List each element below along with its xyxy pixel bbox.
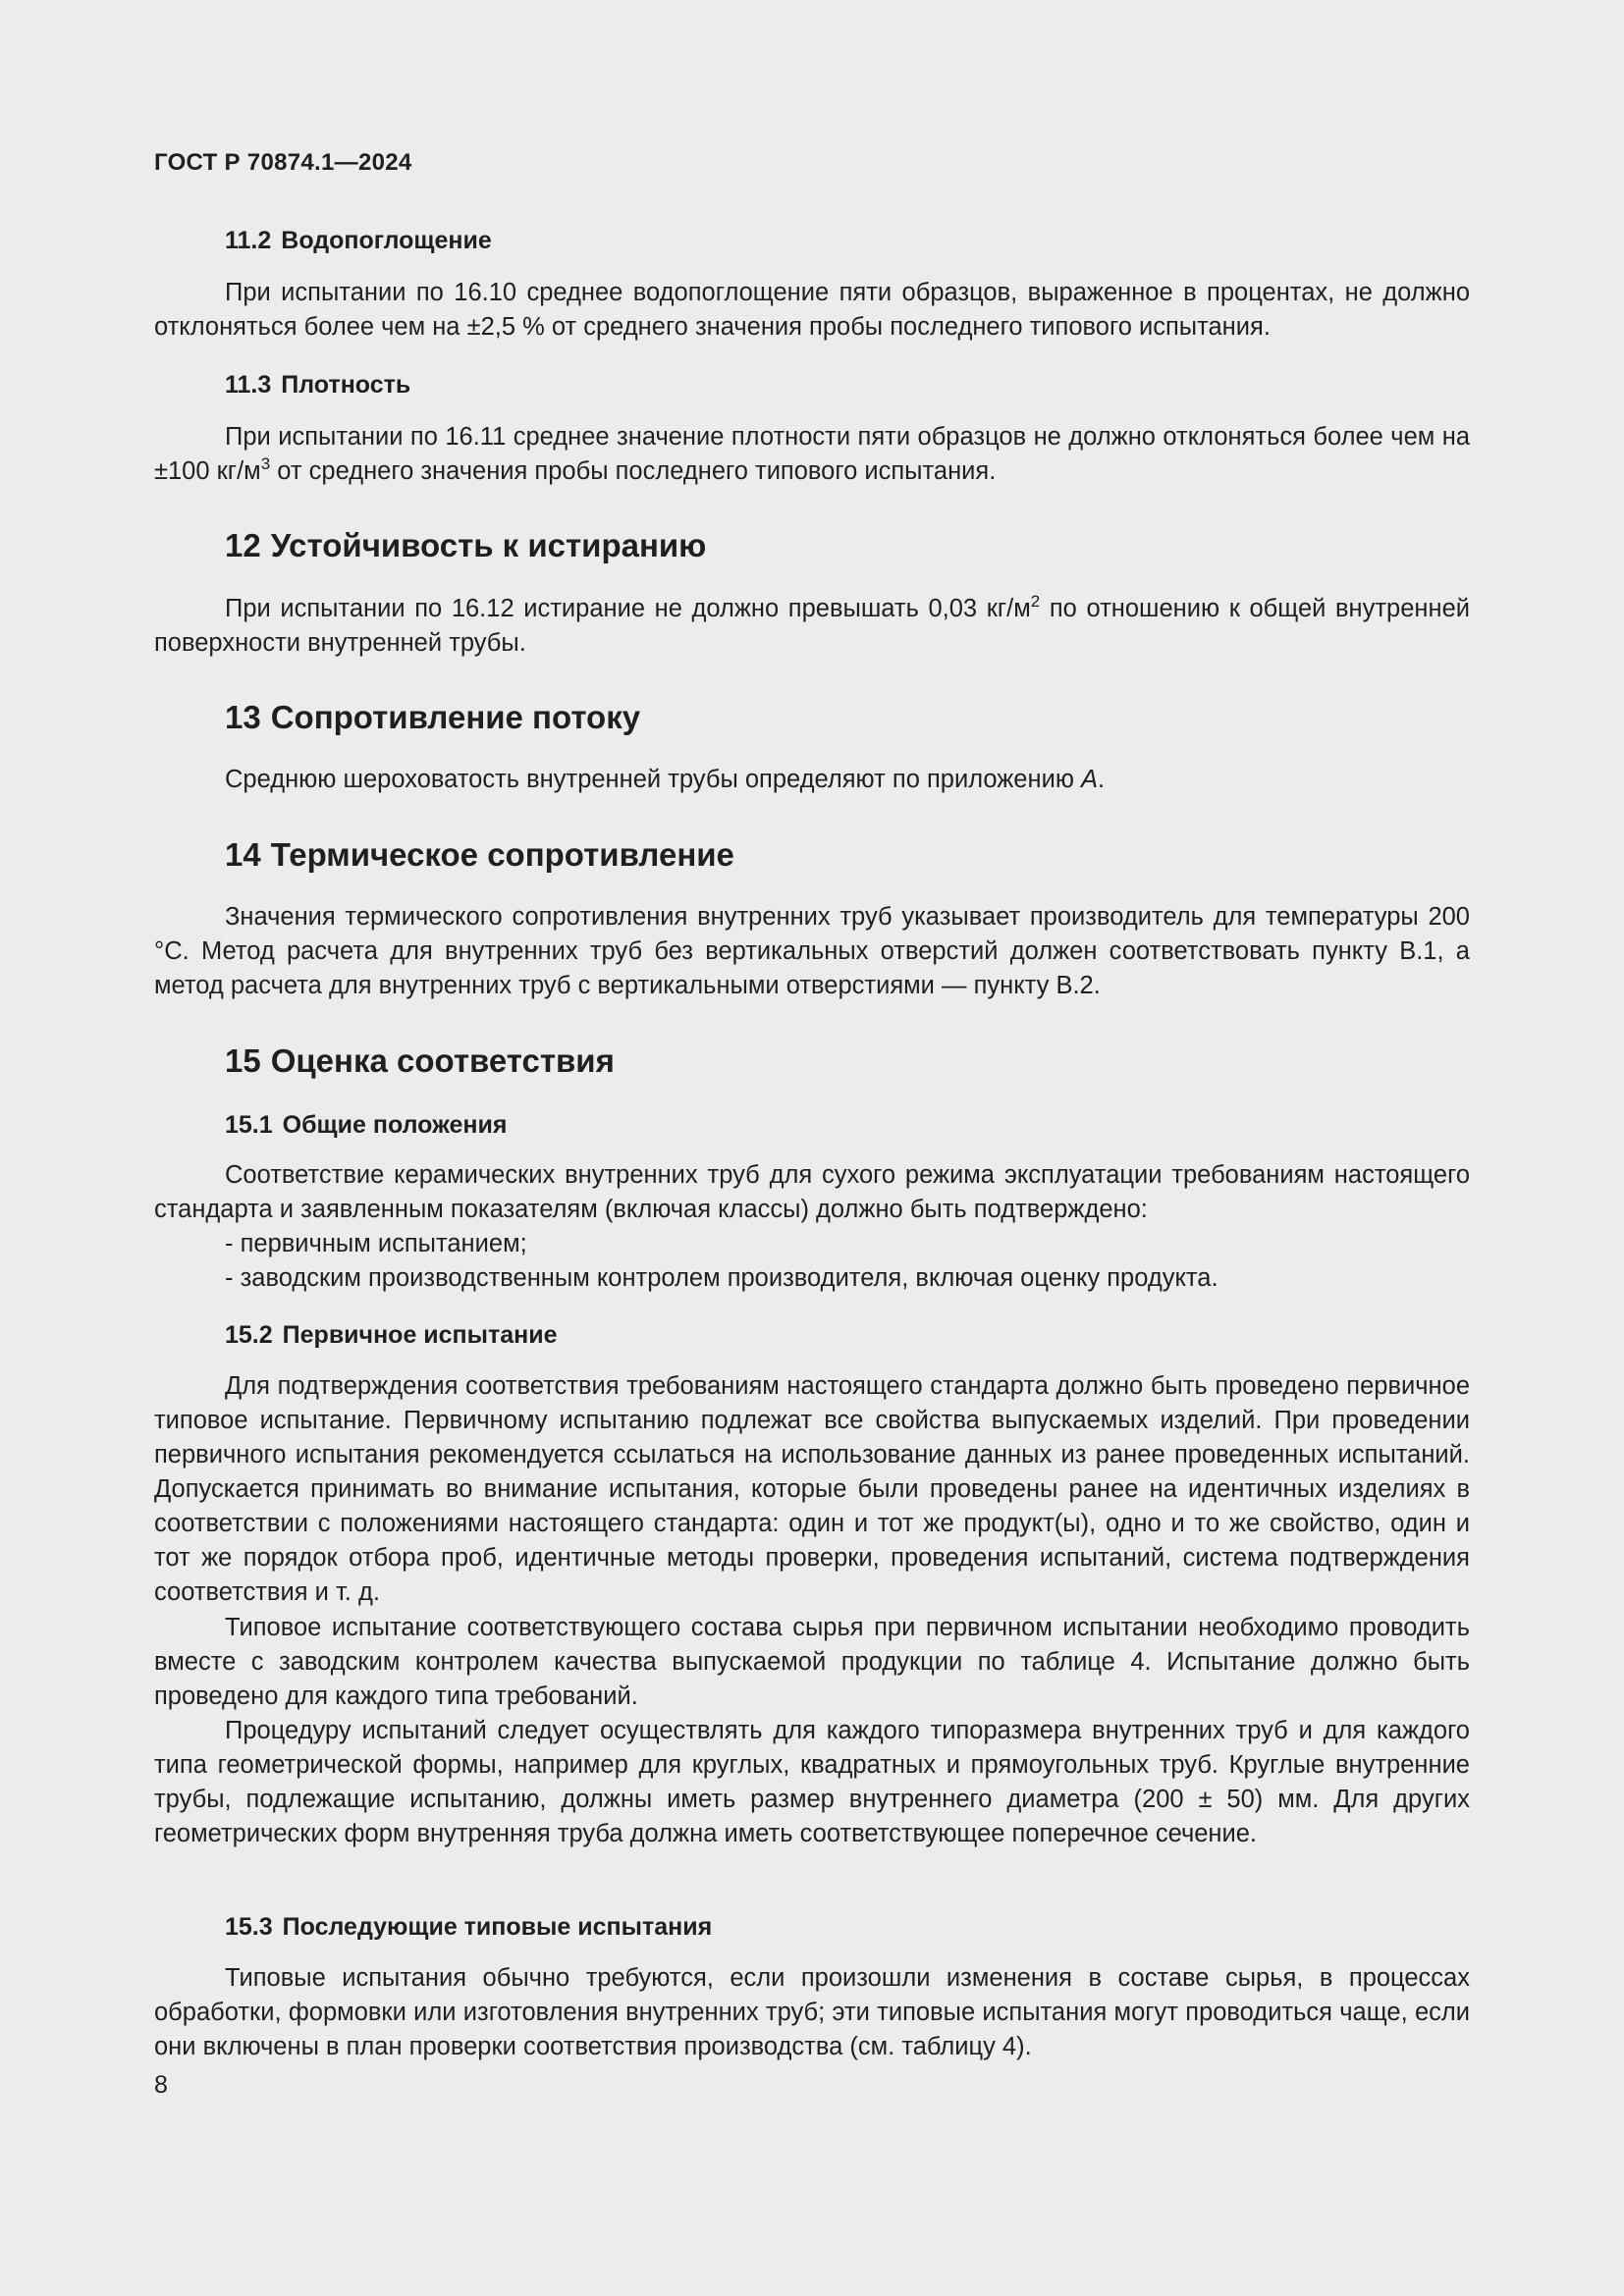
paragraph: Для подтверждения соответствия требованиям настоящего стандарта должно быть проведено первичное типовое испытание. Первичному испытанию подлежат все свойства выпускаемых изделий. При проведении первичного испытания рекомендуется ссылаться на использование данных из ранее проведенных испытаний. Допускается принимать во внимание испытания, которые были проведены ранее на идентичных изделиях в соответствии с положениями настоящего стандарта: один и тот же продукт(ы), одно и то же свойство, один и тот же порядок отбора проб, идентичные методы проверки, проведения испытаний, система подтверждения соответствия и т. д. [154,1372,1470,1606]
section-title: Водопоглощение [281,227,492,254]
section-number: 13 [225,699,261,735]
heading-15 [225,1043,615,1078]
section-number: 15.1 [225,1111,273,1139]
paragraph: Типовые испытания обычно требуются, если произошли изменения в составе сырья, в процессах обработки, формовки или изготовления внутренних труб; эти типовые испытания могут проводиться чаще, если они включены в план проверки соответствия производства (см. таблицу 4). [154,1964,1470,2060]
paragraph: Соответствие керамических внутренних труб для сухого режима эксплуатации требованиям настоящего стандарта и заявленным показателям (включая классы) должно быть подтверждено: [154,1161,1470,1223]
section-title: Сопротивление потоку [270,699,641,735]
section-number: 15.2 [225,1321,273,1349]
section-number: 15.3 [225,1913,273,1941]
section-title: Общие положения [282,1111,508,1139]
text-run: от среднего значения пробы последнего типового испытания. [270,457,997,485]
text-run: Среднюю шероховатость внутренней трубы определяют по приложению [225,766,1082,793]
paragraph [154,592,1470,661]
section-title: Последующие типовые испытания [282,1913,713,1941]
section-title: Устойчивость к истиранию [270,527,707,563]
heading-13 [225,700,640,734]
paragraph: Процедуру испытаний следует осуществлять для каждого типоразмера внутренних труб и для каждого типа геометрической формы, например для круглых, квадратных и прямоугольных труб. Круглые внутренние трубы, подлежащие испытанию, должны иметь размер внутреннего диаметра (200 ± 50) мм. Для других геометрических форм внутренняя труба должна иметь соответствующее поперечное сечение. [154,1717,1470,1847]
text-run: При испытании по 16.12 истирание не должно превышать 0,03 кг/м [225,595,1031,622]
text-run: по отношению к общей внутренней поверхности внутренней трубы. [154,595,1470,657]
list-item: - первичным испытанием; [225,1230,527,1257]
heading-14 [225,837,734,872]
document-id: ГОСТ Р 70874.1—2024 [154,149,412,176]
list-item: - заводским производственным контролем производителя, включая оценку продукта. [225,1264,1218,1292]
section-number: 11.3 [225,371,272,399]
heading-12 [225,528,706,562]
text-run: При испытании по 16.11 среднее значение плотности пяти образцов не должно отклоняться более чем на ±100 кг/м [154,423,1470,485]
section-title: Первичное испытание [282,1321,558,1349]
heading-15-2 [225,1318,558,1353]
section-number: 14 [225,836,261,873]
heading-15-3 [225,1910,712,1945]
section-title: Оценка соответствия [270,1042,615,1079]
page-number: 8 [154,2071,168,2099]
italic-run: А [1081,766,1099,793]
text-run: . [1098,766,1106,793]
section-number: 11.2 [225,227,272,254]
paragraph: При испытании по 16.10 среднее водопоглощение пяти образцов, выраженное в процентах, не должно отклоняться более чем на ±2,5 % от среднего значения пробы последнего типового испытания. [154,279,1470,341]
section-number: 12 [225,527,261,563]
superscript: 3 [260,454,271,473]
paragraph [154,420,1470,489]
paragraph: Типовое испытание соответствующего состава сырья при первичном испытании необходимо проводить вместе с заводским контролем качества выпускаемой продукции по таблице 4. Испытание должно быть проведено для каждого типа требований. [154,1614,1470,1710]
section-title: Термическое сопротивление [270,836,734,873]
superscript: 2 [1030,592,1041,611]
heading-11-2 [225,224,492,258]
paragraph: Значения термического сопротивления внутренних труб указывает производитель для температуры 200 °С. Метод расчета для внутренних труб без вертикальных отверстий должен соответствовать пункту В.1, а метод расчета для внутренних труб с вертикальными отверстиями — пункту В.2. [154,903,1470,999]
paragraph [154,763,1470,797]
section-number: 15 [225,1042,261,1079]
heading-11-3 [225,368,410,402]
heading-15-1 [225,1108,507,1143]
section-title: Плотность [281,371,411,399]
